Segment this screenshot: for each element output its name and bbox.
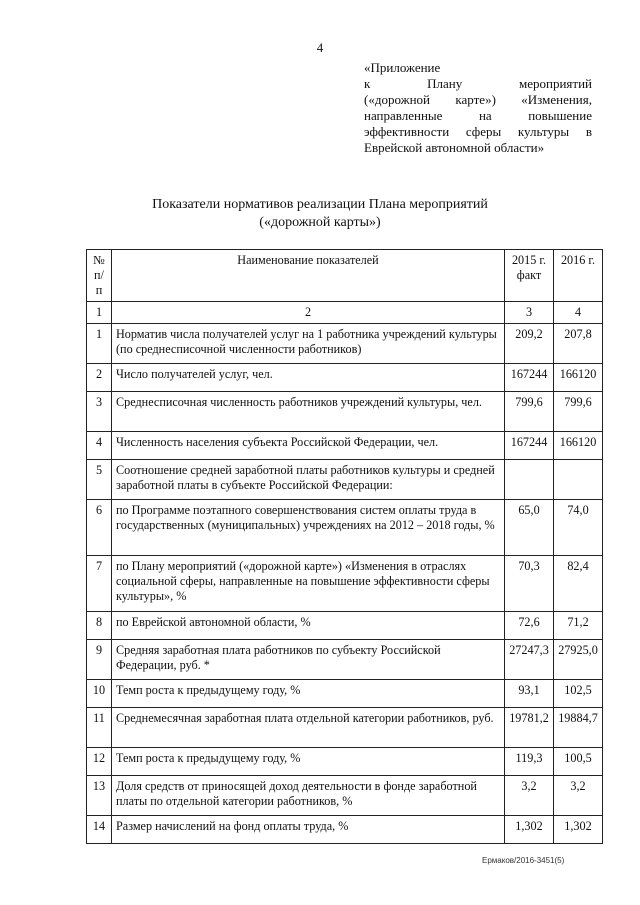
value-2016: 71,2: [554, 612, 603, 640]
row-number: 12: [87, 748, 112, 776]
header-num: № п/п: [87, 250, 112, 302]
appendix-line: «Приложение: [364, 60, 441, 75]
indicators-table: [86, 249, 603, 844]
indicator-name: Среднесписочная численность работников учреждений культуры, чел.: [112, 392, 505, 432]
value-2016: [554, 460, 603, 500]
value-2016: 102,5: [554, 680, 603, 708]
value-2015: [505, 460, 554, 500]
table-row: [87, 556, 603, 612]
appendix-line: эффективности сферы культуры в: [364, 124, 592, 139]
indicator-name: Среднемесячная заработная плата отдельной категории работников, руб.: [112, 708, 505, 748]
table-row: [87, 612, 603, 640]
index-cell: 2: [112, 302, 505, 324]
indicator-name: по Еврейской автономной области, %: [112, 612, 505, 640]
document-title: [0, 196, 640, 232]
header-name: Наименование показателей: [112, 250, 505, 302]
appendix-line: направленные на повышение: [364, 108, 592, 123]
value-2016: 3,2: [554, 776, 603, 816]
table-row: [87, 708, 603, 748]
title-line-2: («дорожной карты»): [259, 215, 381, 230]
row-number: 11: [87, 708, 112, 748]
value-2015: 209,2: [505, 324, 554, 364]
index-cell: 1: [87, 302, 112, 324]
value-2016: 27925,0: [554, 640, 603, 680]
value-2015: 799,6: [505, 392, 554, 432]
row-number: 3: [87, 392, 112, 432]
index-cell: 4: [554, 302, 603, 324]
value-2015: 93,1: [505, 680, 554, 708]
row-number: 2: [87, 364, 112, 392]
table-row: [87, 776, 603, 816]
indicator-name: Число получателей услуг, чел.: [112, 364, 505, 392]
value-2015: 119,3: [505, 748, 554, 776]
indicator-name: Темп роста к предыдущему году, %: [112, 748, 505, 776]
indicator-name: Численность населения субъекта Российской Федерации, чел.: [112, 432, 505, 460]
footer-code: Ермаков/2016-3451(5): [482, 856, 565, 865]
table-row: [87, 364, 603, 392]
value-2016: 207,8: [554, 324, 603, 364]
value-2015: 3,2: [505, 776, 554, 816]
indicator-name: по Программе поэтапного совершенствования систем оплаты труда в государственных (муниципальных) учреждениях на 2012 – 2018 годы, %: [112, 500, 505, 556]
appendix-line: («дорожной карте») «Изменения,: [364, 92, 592, 107]
table-row: [87, 748, 603, 776]
row-number: 9: [87, 640, 112, 680]
table-row: [87, 460, 603, 500]
value-2015: 167244: [505, 432, 554, 460]
row-number: 7: [87, 556, 112, 612]
value-2015: 19781,2: [505, 708, 554, 748]
table-row: [87, 432, 603, 460]
value-2015: 70,3: [505, 556, 554, 612]
table-row: [87, 680, 603, 708]
row-number: 14: [87, 816, 112, 844]
row-number: 1: [87, 324, 112, 364]
header-2015: 2015 г. факт: [505, 250, 554, 302]
value-2016: 82,4: [554, 556, 603, 612]
table-index-row: [87, 302, 603, 324]
value-2015: 27247,3: [505, 640, 554, 680]
table-row: [87, 392, 603, 432]
indicator-name: по Плану мероприятий («дорожной карте») «Изменения в отраслях социальной сферы, направленные на повышение эффективности сферы культуры», %: [112, 556, 505, 612]
appendix-line: Еврейской автономной области»: [364, 140, 545, 155]
indicator-name: Доля средств от приносящей доход деятельности в фонде заработной платы по отдельной категории работников, %: [112, 776, 505, 816]
row-number: 6: [87, 500, 112, 556]
appendix-line: к Плану мероприятий: [364, 76, 592, 91]
table-row: [87, 500, 603, 556]
table-header-row: [87, 250, 603, 302]
value-2015: 1,302: [505, 816, 554, 844]
value-2016: 166120: [554, 364, 603, 392]
row-number: 5: [87, 460, 112, 500]
header-2016: 2016 г.: [554, 250, 603, 302]
row-number: 10: [87, 680, 112, 708]
value-2015: 72,6: [505, 612, 554, 640]
indicator-name: Соотношение средней заработной платы работников культуры и средней заработной платы в субъекте Российской Федерации:: [112, 460, 505, 500]
indicator-name: Норматив числа получателей услуг на 1 работника учреждений культуры (по среднесписочной численности работников): [112, 324, 505, 364]
page-number: 4: [316, 40, 324, 55]
appendix-note: [364, 60, 592, 156]
value-2016: 19884,7: [554, 708, 603, 748]
indicator-name: Темп роста к предыдущему году, %: [112, 680, 505, 708]
table-body: [87, 324, 603, 844]
value-2015: 65,0: [505, 500, 554, 556]
row-number: 4: [87, 432, 112, 460]
value-2016: 1,302: [554, 816, 603, 844]
title-line-1: Показатели нормативов реализации Плана мероприятий: [152, 197, 488, 212]
row-number: 8: [87, 612, 112, 640]
value-2016: 74,0: [554, 500, 603, 556]
table-row: [87, 816, 603, 844]
value-2015: 167244: [505, 364, 554, 392]
table-row: [87, 640, 603, 680]
table-row: [87, 324, 603, 364]
value-2016: 100,5: [554, 748, 603, 776]
value-2016: 799,6: [554, 392, 603, 432]
value-2016: 166120: [554, 432, 603, 460]
indicator-name: Размер начислений на фонд оплаты труда, %: [112, 816, 505, 844]
index-cell: 3: [505, 302, 554, 324]
indicator-name: Средняя заработная плата работников по субъекту Российской Федерации, руб. *: [112, 640, 505, 680]
row-number: 13: [87, 776, 112, 816]
